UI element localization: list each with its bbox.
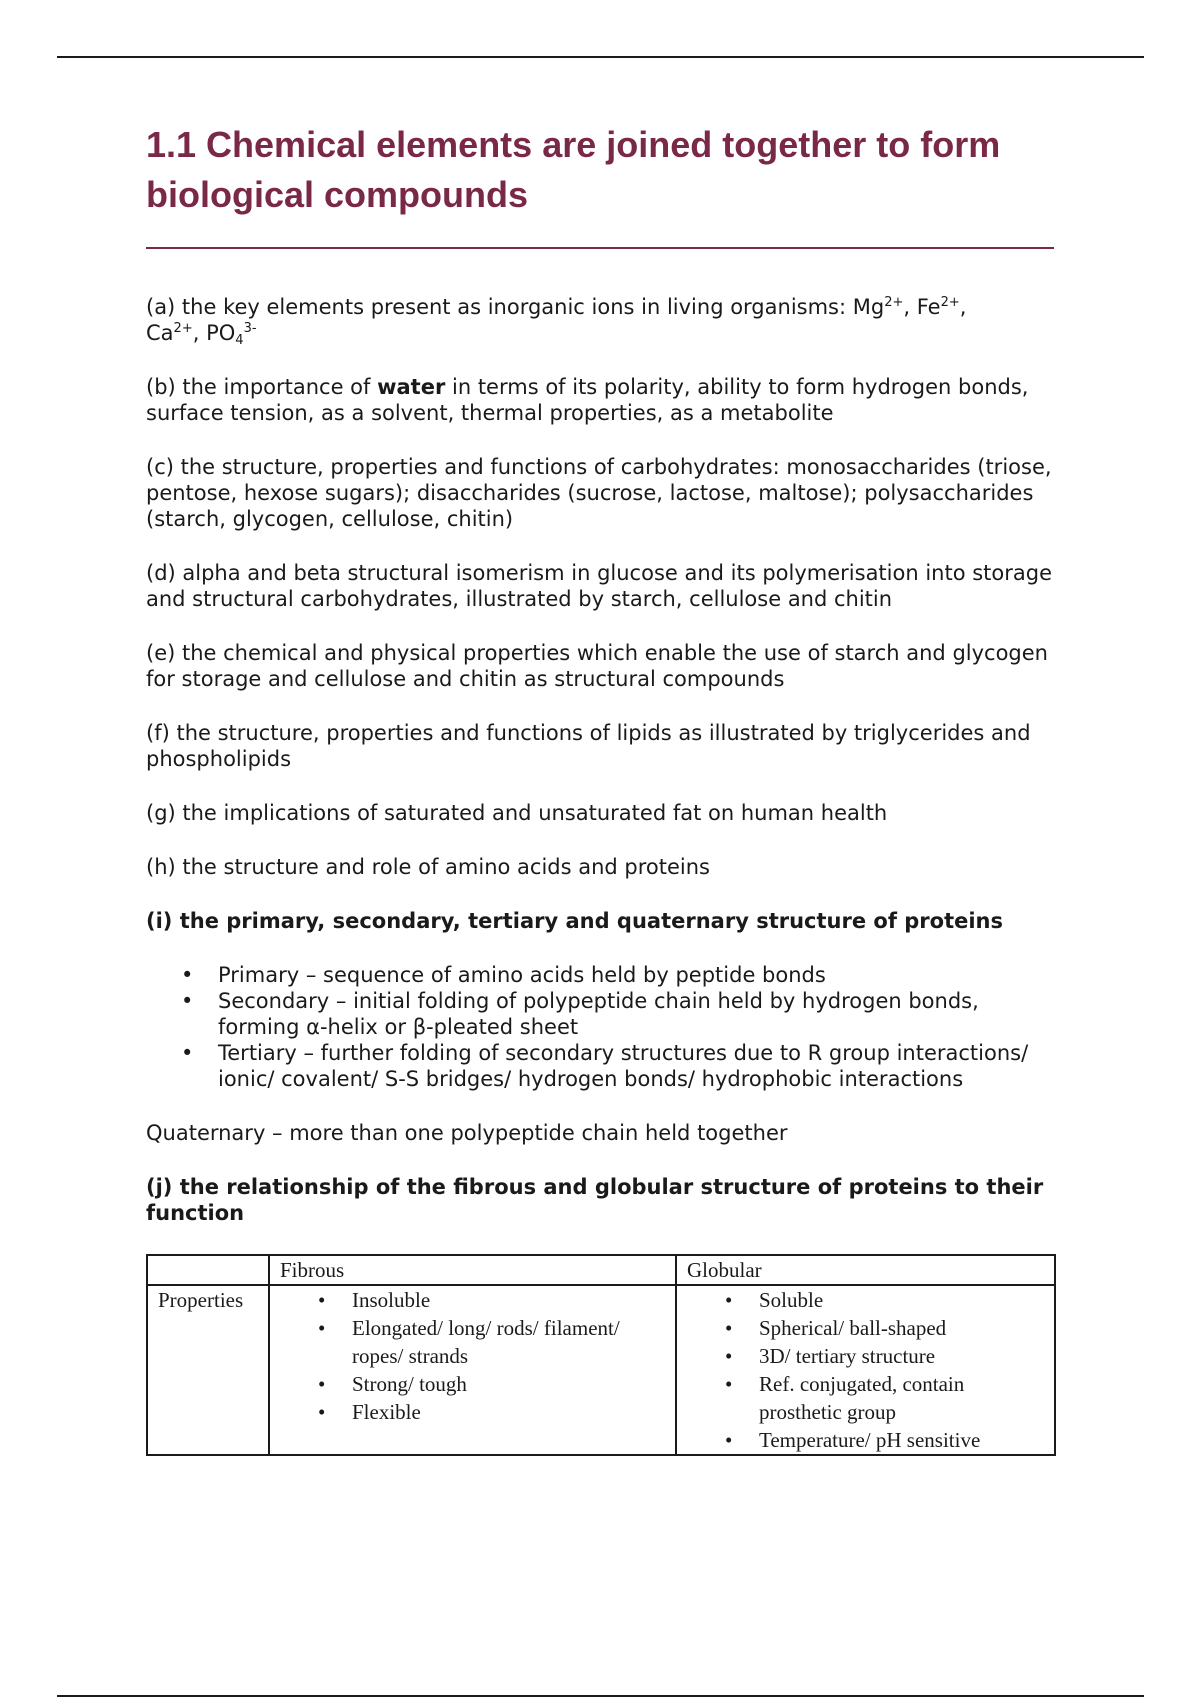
table-header-empty bbox=[147, 1255, 269, 1285]
item-c: (c) the structure, properties and functions of carbohydrates: monosaccharides (triose, pentose, hexose sugars); disaccharides (sucrose, lactose, maltose); polysaccharides (starch, glycogen, cellulose, chitin) bbox=[146, 455, 1052, 531]
separator: , bbox=[903, 295, 917, 319]
item-a-text: (a) the key elements present as inorganic ions in living organisms: bbox=[146, 295, 853, 319]
document-body bbox=[146, 120, 1056, 1456]
ion-po4-charge: 3- bbox=[243, 321, 257, 336]
ion-ca-charge: 2+ bbox=[173, 321, 193, 336]
item-b-bold: water bbox=[377, 375, 446, 399]
structure-list bbox=[146, 962, 1056, 1092]
globular-cell bbox=[676, 1285, 1055, 1455]
protein-structure-table bbox=[146, 1254, 1056, 1456]
separator: , bbox=[192, 321, 207, 345]
item-h: (h) the structure and role of amino acids and proteins bbox=[146, 855, 710, 879]
list-item: • Insoluble bbox=[352, 1286, 665, 1314]
bottom-rule bbox=[57, 1695, 1144, 1697]
item-e: (e) the chemical and physical properties which enable the use of starch and glycogen for storage and cellulose and chitin as structural compounds bbox=[146, 641, 1048, 691]
table-header-row bbox=[147, 1255, 1055, 1285]
fibrous-cell bbox=[269, 1285, 676, 1455]
item-b-pre: (b) the importance of bbox=[146, 375, 378, 399]
fibrous-list bbox=[280, 1286, 665, 1426]
title-line-1: 1.1 Chemical elements are joined together to form bbox=[146, 124, 1001, 165]
table-header-fibrous: Fibrous bbox=[269, 1255, 676, 1285]
title-divider bbox=[146, 247, 1054, 249]
ion-ca: Ca bbox=[146, 321, 174, 345]
quaternary-text: Quaternary – more than one polypeptide chain held together bbox=[146, 1121, 788, 1145]
ion-mg: Mg bbox=[852, 295, 885, 319]
item-g: (g) the implications of saturated and unsaturated fat on human health bbox=[146, 801, 888, 825]
item-b-post: in terms of its polarity, ability to form hydrogen bonds, surface tension, as a solvent, thermal properties, as a metabolite bbox=[146, 375, 1029, 425]
table-row bbox=[147, 1285, 1055, 1455]
table-header-globular: Globular bbox=[676, 1255, 1055, 1285]
item-f: (f) the structure, properties and functions of lipids as illustrated by triglycerides and phospholipids bbox=[146, 721, 1031, 771]
ion-fe: Fe bbox=[916, 295, 941, 319]
list-item: • Soluble bbox=[759, 1286, 1044, 1314]
item-d: (d) alpha and beta structural isomerism in glucose and its polymerisation into storage and structural carbohydrates, illustrated by starch, cellulose and chitin bbox=[146, 561, 1053, 611]
list-item: • 3D/ tertiary structure bbox=[759, 1342, 1044, 1370]
list-item: • Ref. conjugated, contain prosthetic group bbox=[759, 1370, 1044, 1426]
item-j: (j) the relationship of the fibrous and globular structure of proteins to their function bbox=[146, 1175, 1044, 1225]
title-line-2: biological compounds bbox=[146, 174, 529, 215]
ion-fe-charge: 2+ bbox=[940, 295, 960, 310]
item-i: (i) the primary, secondary, tertiary and quaternary structure of proteins bbox=[146, 909, 1004, 933]
list-item: • Secondary – initial folding of polypeptide chain held by hydrogen bonds, forming α-helix or β-pleated sheet bbox=[218, 988, 1056, 1040]
list-item: • Strong/ tough bbox=[352, 1370, 665, 1398]
list-item: • Flexible bbox=[352, 1398, 665, 1426]
list-item: • Elongated/ long/ rods/ filament/ ropes/ strands bbox=[352, 1314, 665, 1370]
page-title bbox=[146, 120, 1056, 220]
item-b bbox=[146, 374, 1056, 426]
ion-po4-subscript: 4 bbox=[235, 333, 244, 348]
top-rule bbox=[57, 56, 1144, 58]
list-item: • Primary – sequence of amino acids held by peptide bonds bbox=[218, 962, 1056, 988]
item-a bbox=[146, 294, 1056, 346]
ion-mg-charge: 2+ bbox=[884, 295, 904, 310]
list-item: • Tertiary – further folding of secondary structures due to R group interactions/ ionic/ covalent/ S-S bridges/ hydrogen bonds/ hydrophobic interactions bbox=[218, 1040, 1056, 1092]
ion-po4: PO bbox=[206, 321, 236, 345]
globular-list bbox=[687, 1286, 1044, 1454]
table-row-label: Properties bbox=[147, 1285, 269, 1455]
list-item: • Spherical/ ball-shaped bbox=[759, 1314, 1044, 1342]
separator: , bbox=[959, 295, 967, 319]
list-item: • Temperature/ pH sensitive bbox=[759, 1426, 1044, 1454]
